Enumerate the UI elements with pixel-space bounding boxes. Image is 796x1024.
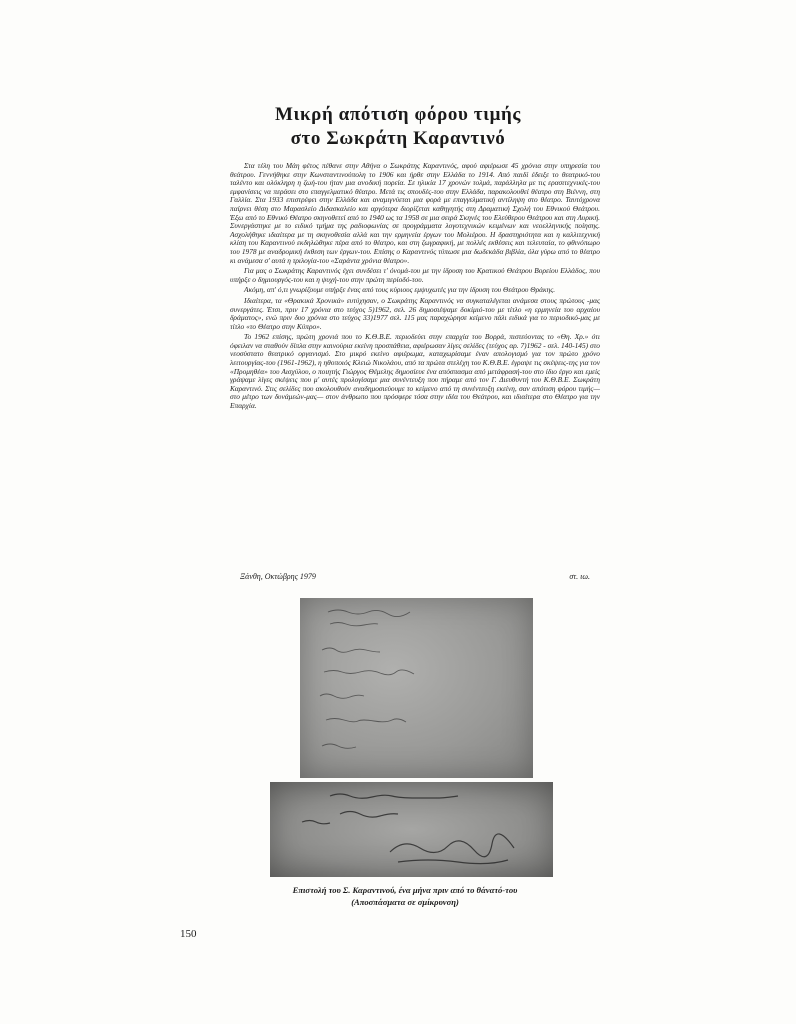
paragraph-1: Στα τέλη του Μάη φέτος πέθανε στην Αθήνα ο Σωκράτης Καραντινός, αφού αφιέρωσε 45 χρόνια στην υπηρεσία του θεάτρου. Γεννήθηκε στην Κωνσταντινούπολη το 1906 και ήρθε στην Ελλάδα το 1914. Από παιδί έδειξε το θεατρικό-του ταλέντο και ολόκληρη η ζωή-του ήταν μια ανοδική πορεία. Σε ηλικία 17 χρονών τολμά, παράλληλα με τις ερασιτεχνικές-του εμφανίσεις να περάσει στο επαγγελματικό θέατρο. Μετά τις σπουδές-του στην Ελλάδα, παρακολουθεί θέατρο στη Βιέννη, στη Γαλλία. Στα 1933 επιστρέφει στην Ελλάδα και αναμιγνύεται μια φορά με επαγγελματική αντίληψη στο θέατρο. Ταυτόχρονα παίρνει θέση στο Μαρασλείο Διδασκαλείο και αργότερα διορίζεται καθηγητής στη Δραματική Σχολή του Εθνικού Θεάτρου. Έξω από το Εθνικό Θέατρο σκηνοθετεί από το 1940 ως τα 1958 σε μια σειρά Σκηνές του Ελεύθερου Θεάτρου και στη Λυρική. Συνεργάστηκε με το ειδικό τμήμα της ραδιοφωνίας σε προγράμματα λογοτεχνικών κειμένων και νεοελληνικής ποίησης. Ασχολήθηκε ιδιαίτερα με τη σκηνοθεσία αλλά και την ερμηνεία έργων του Μολιέρου. Η δραστηριότητα και η καλλιτεχνική κλίση του Καραντινού εκδηλώθηκε πέρα από το θέατρο, και στη ζωγραφική, με πολλές εκθέσεις και τελευταία, το φθινόπωρο του 1978 με αναδρομική έκθεση των έργων-του. Επίσης ο Καραντινός τύπωσε μια δωδεκάδα βιβλία, όλα γύρω από το θέατρο κι ανάμεσα σ' αυτά η τριλογία-του «Σαράντα χρόνια θέατρο». — [230, 161, 600, 265]
paragraph-4: Ιδιαίτερα, τα «Θρακικά Χρονικά» ευτύχησαν, ο Σωκράτης Καραντινός να συγκαταλέγεται ανάμεσα στους πρώτους -μας συνεργάτες. Έτσι, πριν 17 χρόνια στο τεύχος 5)1962, σελ. 26 δημοσιέψαμε δοκίμιό-του με τίτλο «η ερμηνεία του αρχαίου δράματος», ενώ πριν δυο χρόνια στο τεύχος 33)1977 σελ. 115 μας παραχώρησε κείμενο πάλι ειδικά για το περιοδικό-μας με τίτλο «το Θέατρο στην Κύπρο». — [230, 295, 600, 331]
paragraph-2: Για μας ο Σωκράτης Καραντινός έχει συνδέσει τ' όνομά-του με την ίδρυση του Κρατικού Θεάτρου Βορείου Ελλάδος, που υπήρξε ο δημιουργός-του και η ψυχή-του στην πρώτη περίοδό-του. — [230, 266, 600, 284]
paragraph-3: Ακόμη, απ' ό,τι γνωρίζουμε υπήρξε ένας από τους κύριους εμψυχωτές για την ίδρυση του Θεάτρου Θράκης. — [244, 285, 556, 295]
article-body — [230, 162, 600, 413]
place-date: Ξάνθη, Οκτώβρης 1979 — [240, 572, 316, 581]
author-initials: στ. ιω. — [569, 572, 590, 581]
article-title-line-1: Μικρή απότιση φόρου τιμής — [275, 104, 521, 125]
figure-caption-note: (Αποσπάσματα σε σμίκρυνση) — [351, 897, 459, 907]
handwriting-scribble-icon — [300, 598, 533, 778]
figure-caption: Επιστολή του Σ. Καραντινού, ένα μήνα πριν από το θάνατό-του — [292, 885, 518, 895]
signature-scribble-icon — [270, 782, 553, 877]
page-number: 150 — [180, 928, 197, 940]
article-title-line-2: στο Σωκράτη Καραντινό — [290, 128, 506, 149]
letter-photo-top — [300, 598, 533, 778]
letter-photo-bottom — [270, 782, 553, 877]
paragraph-5: Το 1962 επίσης, πρώτη χρονιά που το Κ.Θ.Β.Ε. περιοδεύει στην επαρχία του Βορρά, πιστεύοντας το «Θη. Χρ.» ότι όφειλαν να σταθούν δίπλα στην καινούρια εκείνη προσπάθεια, αφιέρωσαν λίγες σελίδες (τεύχος αρ. 7)1962 - σελ. 140-145) στο νεοσύστατο θεατρικό οργανισμό. Στο μικρό εκείνο αφιέρωμα, καταχωρίσαμε έναν απολογισμό για τον πρώτο χρόνο λειτουργίας-του (1961-1962), η ηθοποιός Κλειώ Νικολάου, από τα πρώτα στελέχη του Κ.Θ.Β.Ε. έγραψε τις σκέψεις-της για τον «Προμηθέα» του Αισχύλου, ο ποιητής Γιώργος Θέμελης δημοσίευε ένα απόσπασμα από μετάφρασή-του στο ίδιο έργο και εμείς γράψαμε λίγες σκέψεις που μ' αυτές προλογίσαμε μια συνέντευξη που πήραμε από τον Γ. Διευθυντή του Κ.Θ.Β.Ε. Σωκράτη Καραντινό. Στις σελίδες που ακολουθούν αναδημοσιεύουμε το κείμενο από τη συνέντευξη εκείνη, σαν απότιση φόρου τιμής—στο μέτρο των δυνάμεών-μας— στον άνθρωπο που πρόσφερε τόσα στην ιδέα του Θεάτρου, και ιδιαίτερα στο Θέατρο για την Επαρχία. — [230, 332, 600, 411]
